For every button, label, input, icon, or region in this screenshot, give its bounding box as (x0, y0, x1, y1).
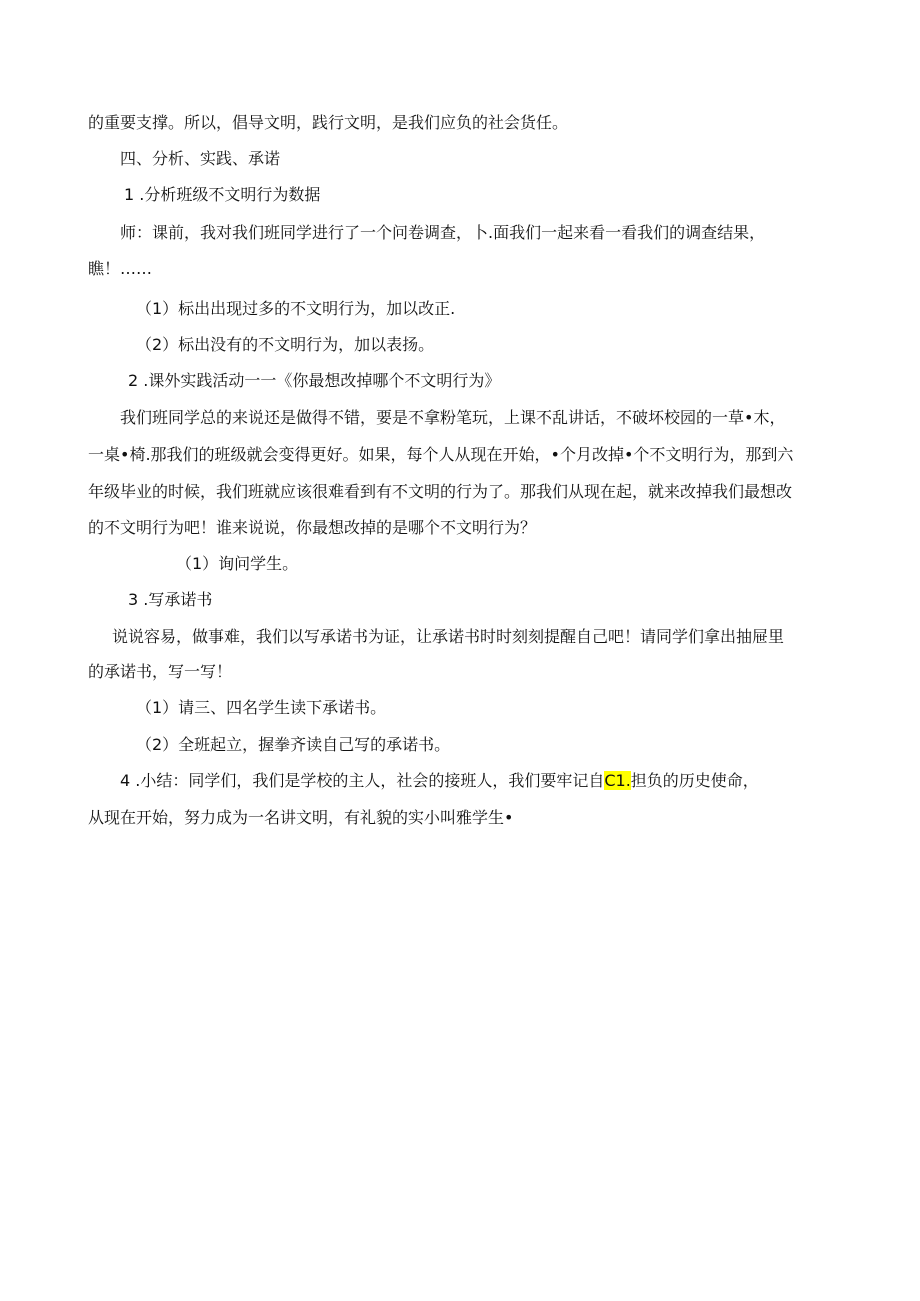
highlighted-text: C1. (604, 771, 631, 790)
paragraph-line: 瞧！…… (88, 259, 153, 278)
paragraph-line: 的不文明行为吧！谁来说说，你最想改掉的是哪个不文明行为？ (88, 518, 537, 537)
section-heading: 四、分析、实践、承诺 (120, 149, 281, 168)
paragraph-line: 年级毕业的时候，我们班就应该很难看到有不文明的行为了。那我们从现在起，就来改掉我们最想改 (88, 482, 793, 501)
list-item: （1）请三、四名学生读下承诺书。 (136, 698, 387, 717)
paragraph-line: 说说容易，做事难，我们以写承诺书为证，让承诺书时时刻刻提醒自己吧！请同学们拿出抽屉里 (112, 627, 785, 646)
list-item: （2）全班起立，握拳齐读自己写的承诺书。 (136, 735, 451, 754)
subsection-heading: 2 .课外实践活动一一《你最想改掉哪个不文明行为》 (128, 371, 501, 390)
summary-text-before: 4 .小结：同学们，我们是学校的主人，社会的接班人，我们要牢记自 (120, 771, 605, 790)
paragraph-line: 师：课前，我对我们班同学进行了一个问卷调查，卜.面我们一起来看一看我们的调查结果， (120, 223, 766, 242)
paragraph-line: 从现在开始，努力成为一名讲文明，有礼貌的实小叫雅学生• (88, 808, 514, 827)
paragraph-line: 一桌•椅.那我们的班级就会变得更好。如果，每个人从现在开始，•个月改掉•个不文明行为，那到六 (88, 445, 794, 464)
summary-text-after: 担负的历史使命， (630, 771, 759, 790)
paragraph-line: 的重要支撑。所以，倡导文明，践行文明，是我们应负的社会货任。 (88, 113, 569, 132)
summary-line (120, 771, 759, 791)
list-item: （2）标出没有的不文明行为，加以表扬。 (136, 335, 435, 354)
list-item: （1）标出出现过多的不文明行为，加以改正. (136, 299, 456, 318)
paragraph-line: 我们班同学总的来说还是做得不错，要是不拿粉笔玩，上课不乱讲话，不破坏校园的一草•木， (120, 408, 786, 427)
subsection-heading: 3 .写承诺书 (128, 590, 213, 609)
subsection-heading: 1 .分析班级不文明行为数据 (124, 185, 321, 204)
paragraph-line: 的承诺书，写一写！ (88, 662, 233, 681)
list-item: （1）询问学生。 (176, 554, 299, 573)
